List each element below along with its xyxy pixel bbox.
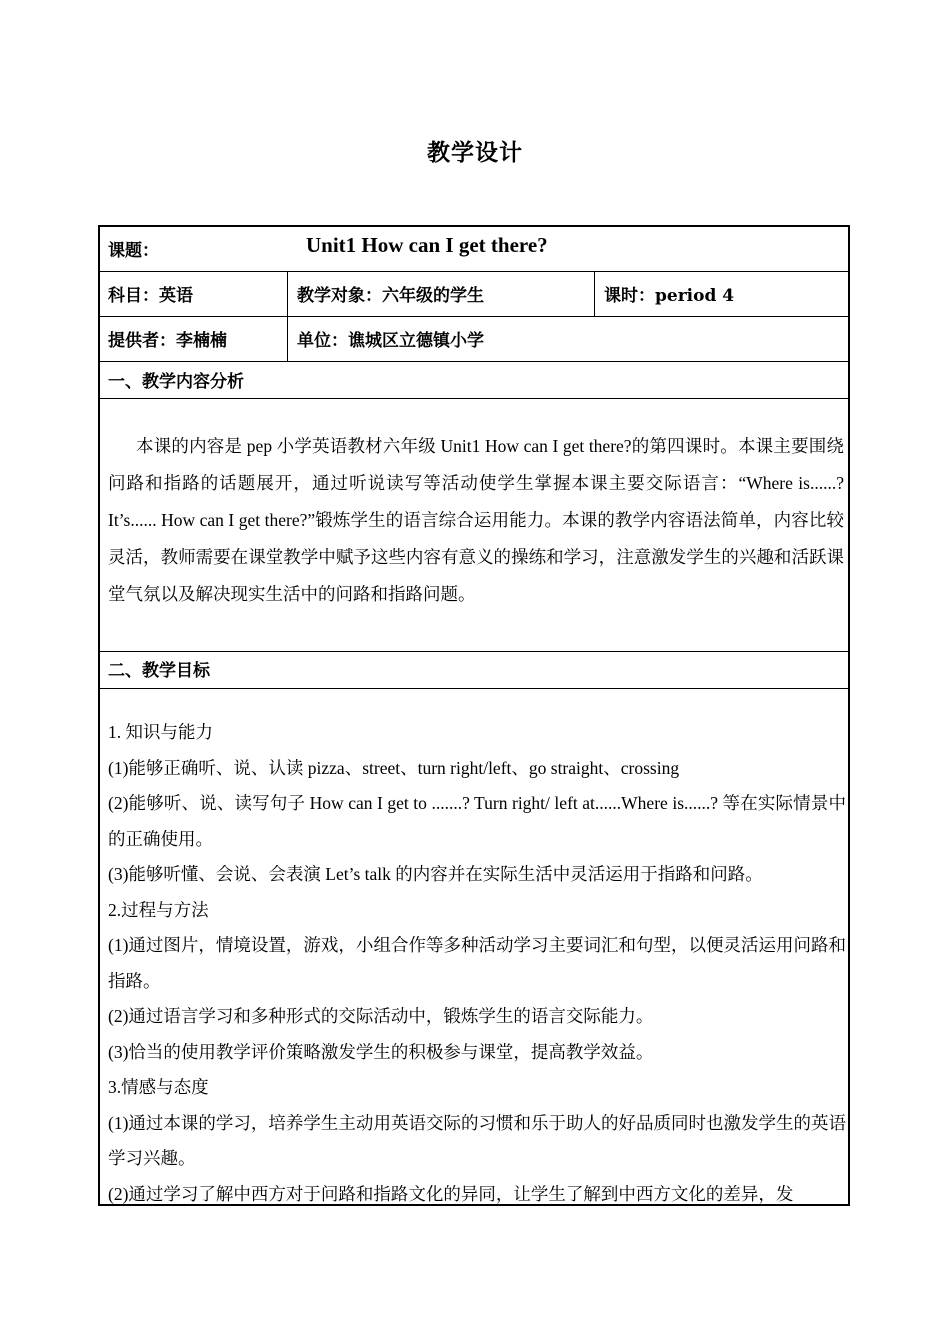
provider-value: 李楠楠 (176, 331, 227, 351)
row-divider (100, 688, 848, 689)
provider-label: 提供者： (108, 331, 176, 351)
subject-value: 英语 (159, 286, 193, 306)
teaching-goals-list (108, 715, 846, 1212)
goal-line: 2.过程与方法 (108, 899, 209, 920)
audience-value: 六年级的学生 (382, 286, 484, 306)
period-label: 课时： (604, 286, 655, 306)
row-divider (100, 398, 848, 399)
subject-cell (108, 281, 193, 306)
goal-line: (1)通过本课的学习，培养学生主动用英语交际的习惯和乐于助人的好品质同时也激发学生的英语学习兴趣。 (108, 1112, 846, 1168)
unit-cell (297, 326, 484, 351)
goal-line: (1)能够正确听、说、认读 pizza、street、turn right/left、go straight、crossing (108, 757, 680, 778)
goal-line: (3)能够听懂、会说、会表演 Let’s talk 的内容并在实际生活中灵活运用于指路和问路。 (108, 864, 763, 884)
goal-line: (2)通过语言学习和多种形式的交际活动中，锻炼学生的语言交际能力。 (108, 1006, 654, 1026)
row-divider (100, 651, 848, 652)
row-divider (100, 361, 848, 362)
goal-line: 1. 知识与能力 (108, 722, 213, 742)
section-heading-content-analysis: 一、教学内容分析 (108, 372, 244, 392)
goal-line: (2)能够听、说、读写句子 How can I get to .......? Turn right/ left at......Where is......? 等在实际情景中的正确使用。 (108, 793, 846, 849)
row-divider (100, 271, 848, 272)
lesson-plan-table (98, 225, 850, 1206)
unit-label: 单位： (297, 331, 348, 351)
period-value: period 4 (655, 286, 735, 306)
topic-value: Unit1 How can I get there? (306, 233, 548, 257)
provider-cell (108, 326, 227, 351)
audience-cell (297, 281, 484, 306)
goal-line: 3.情感与态度 (108, 1077, 209, 1097)
column-divider (594, 271, 595, 316)
row-divider (100, 316, 848, 317)
audience-label: 教学对象： (297, 286, 382, 306)
goal-line: (1)通过图片，情境设置，游戏，小组合作等多种活动学习主要词汇和句型，以便灵活运用问路和指路。 (108, 935, 846, 991)
goal-line: (2)通过学习了解中西方对于问路和指路文化的异同，让学生了解到中西方文化的差异，发 (108, 1183, 794, 1204)
subject-label: 科目： (108, 286, 159, 306)
document-title: 教学设计 (427, 140, 523, 166)
column-divider (287, 271, 288, 361)
section-heading-teaching-goals: 二、教学目标 (108, 661, 210, 681)
topic-label: 课题： (108, 241, 159, 261)
period-cell (604, 281, 734, 306)
goal-line: (3)恰当的使用教学评价策略激发学生的积极参与课堂，提高教学效益。 (108, 1041, 654, 1062)
unit-value: 谯城区立德镇小学 (348, 331, 484, 351)
content-analysis-paragraph: 本课的内容是 pep 小学英语教材六年级 Unit1 How can I get there?的第四课时。本课主要围绕问路和指路的话题展开，通过听说读写等活动使学生掌握本课主要交际语言：“Where is......? It’s...... How can I get there?”锻炼学生的语言综合运用能力。本课的教学内容语法简单，内容比较灵活，教师需要在课堂教学中赋予这些内容有意义的操练和学习，注意激发学生的兴趣和活跃课堂气氛以及解决现实生活中的问路和指路问题。 (108, 436, 844, 604)
